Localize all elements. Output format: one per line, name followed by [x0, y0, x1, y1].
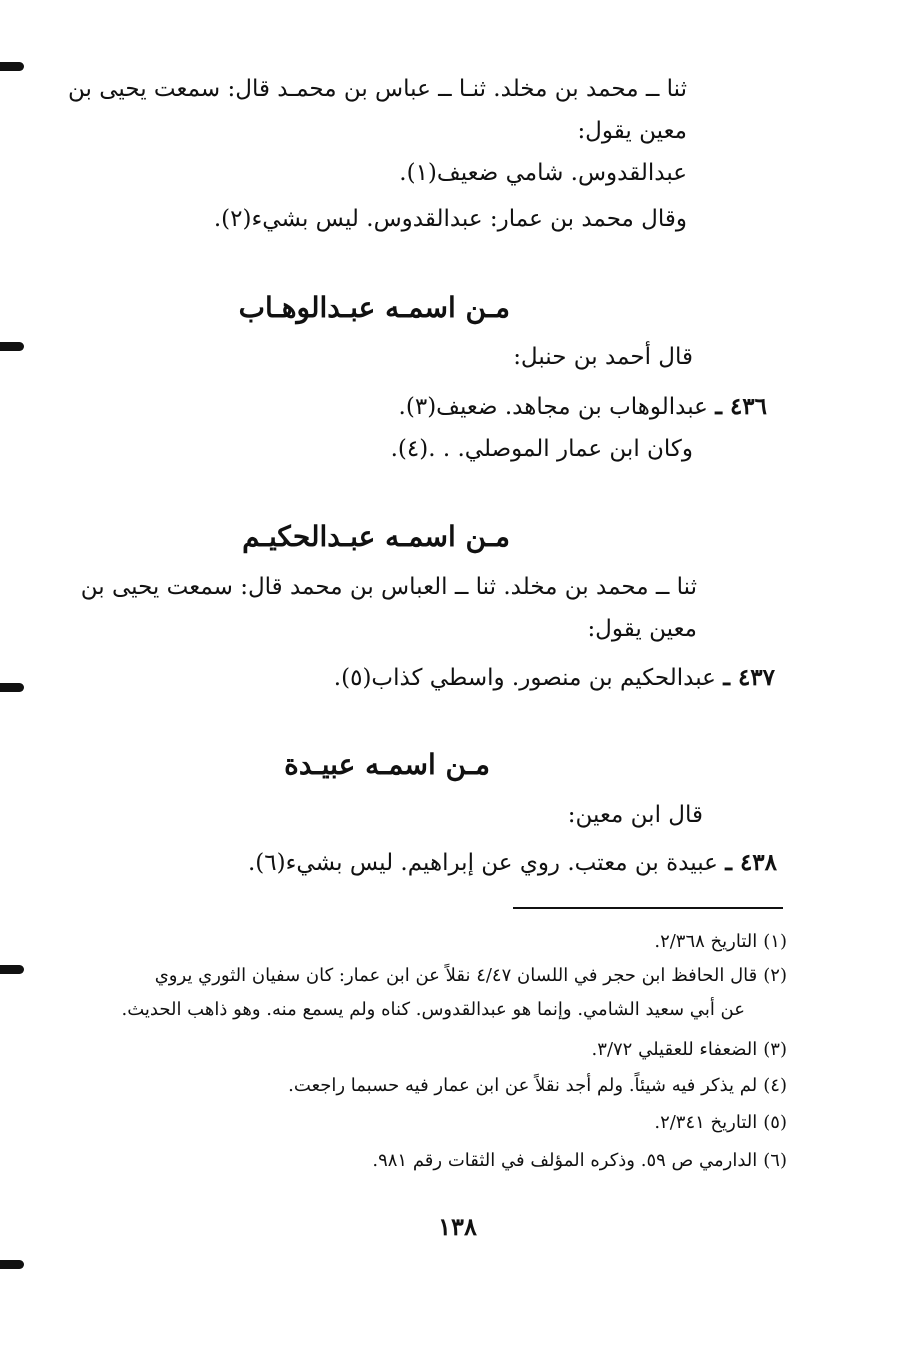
footnote-4: [288, 1072, 787, 1100]
entry-438: [248, 846, 777, 880]
section-intro: قال ابن معين:: [567, 802, 703, 828]
text-line: عبدالقدوس. شامي ضعيف(١).: [399, 160, 687, 186]
entry-436: [399, 390, 767, 424]
footnote-text: التاريخ ٢/٣٤١.: [654, 1112, 758, 1133]
footnote-text: الدارمي ص ٥٩. وذكره المؤلف في الثقات رقم ٩٨١.: [372, 1150, 758, 1171]
text-line: ثنا ــ محمد بن مخلد. ثنـا ــ عباس بن محمـد قال: سمعت يحيى بن: [68, 76, 687, 102]
footnote-6: [372, 1147, 787, 1175]
edge-mark: [0, 683, 24, 692]
section-heading: مـن اسمـه عبـدالحكيـم: [242, 520, 510, 553]
section-intro: ثنا ــ محمد بن مخلد. ثنا ــ العباس بن محمد قال: سمعت يحيى بن: [80, 574, 697, 600]
section-heading: مـن اسمـه عبـدالوهـاب: [238, 291, 510, 324]
footnote-number: (٥): [763, 1112, 787, 1133]
footnote-text: قال الحافظ ابن حجر في اللسان ٤/٤٧ نقلاً عن ابن عمار: كان سفيان الثوري يروي: [154, 965, 758, 986]
footnote-number: (٢): [763, 965, 787, 986]
text-line: معين يقول:: [577, 118, 687, 144]
page-number: ١٣٨: [438, 1212, 477, 1241]
footnote-3: [592, 1036, 787, 1064]
edge-mark: [0, 62, 24, 71]
entry-text: عبيدة بن معتب. روي عن إبراهيم. ليس بشيء(٦).: [247, 850, 718, 876]
edge-mark: [0, 1260, 24, 1269]
entry-number: ٤٣٧ ـ: [723, 664, 775, 691]
section-heading: مـن اسمـه عبيـدة: [284, 748, 490, 781]
footnote-1: [654, 928, 787, 956]
footnote-divider: [513, 907, 783, 909]
section-intro: قال أحمد بن حنبل:: [513, 344, 693, 370]
entry-text: عبدالوهاب بن مجاهد. ضعيف(٣).: [398, 394, 708, 420]
footnote-2-continued: عن أبي سعيد الشامي. وإنما هو عبدالقدوس. كناه ولم يسمع منه. وهو ذاهب الحديث.: [121, 999, 745, 1020]
entry-number: ٤٣٨ ـ: [725, 849, 777, 876]
section-intro: معين يقول:: [587, 616, 697, 642]
footnote-text: التاريخ ٢/٣٦٨.: [654, 931, 758, 952]
footnote-number: (٤): [763, 1075, 787, 1096]
footnote-number: (٦): [763, 1150, 787, 1171]
footnote-2: [155, 962, 787, 990]
entry-text: عبدالحكيم بن منصور. واسطي كذاب(٥).: [333, 665, 716, 691]
entry-number: ٤٣٦ ـ: [715, 393, 767, 420]
footnote-text: لم يذكر فيه شيئاً. ولم أجد نقلاً عن ابن عمار فيه حسبما راجعت.: [288, 1075, 758, 1096]
edge-mark: [0, 965, 24, 974]
footnote-number: (١): [763, 931, 787, 952]
entry-note: وكان ابن عمار الموصلي. . .(٤).: [390, 436, 693, 462]
footnote-number: (٣): [763, 1039, 787, 1060]
footnote-5: [654, 1109, 787, 1137]
text-line: وقال محمد بن عمار: عبدالقدوس. ليس بشيء(٢).: [213, 206, 687, 232]
edge-mark: [0, 342, 24, 351]
footnote-text: الضعفاء للعقيلي ٣/٧٢.: [591, 1039, 758, 1060]
entry-437: [334, 661, 775, 695]
